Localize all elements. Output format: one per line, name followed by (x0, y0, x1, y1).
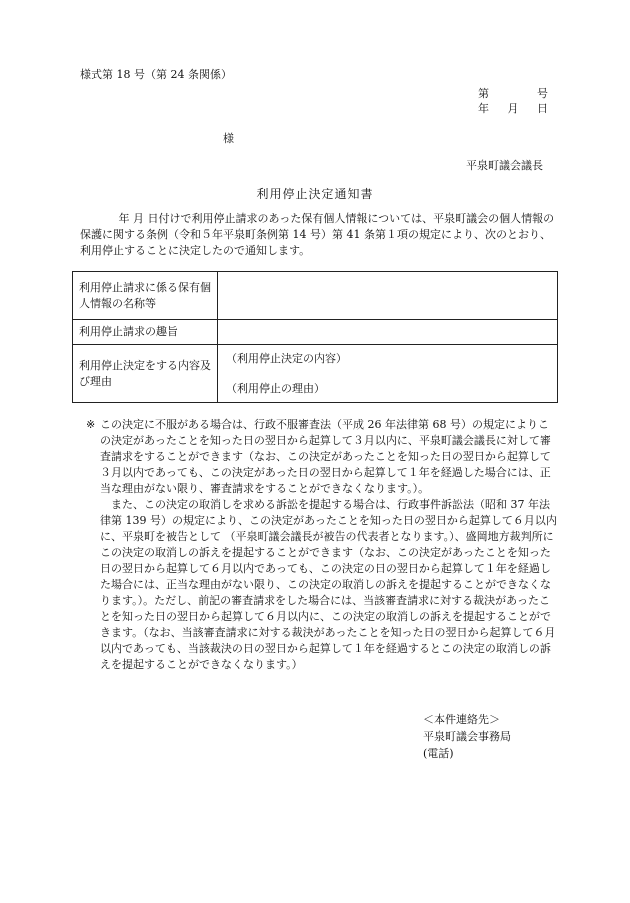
decision-reason-label: （利用停止の理由） (226, 381, 325, 395)
contact-heading: ＜本件連絡先＞ (423, 713, 500, 726)
sender: 平泉町議会議長 (466, 159, 543, 172)
contact-block (423, 711, 511, 762)
row-value-decision (218, 345, 558, 403)
row-label-info-name: 利用停止請求に係る保有個人情報の名称等 (73, 272, 218, 320)
notes-section (86, 417, 558, 673)
intro-text (80, 211, 560, 259)
table-row (73, 320, 558, 345)
date-year: 年 (478, 102, 489, 115)
note-paragraph-lawsuit: また、この決定の取消しを求める訴訟を提起する場合は、行政事件訴訟法（昭和 37 年法律第 139 号）の規定により、この決定があったことを知った日の翌日から起算して６月以内に、平泉町を被告として （平泉町議会議長が被告の代表者となります。）、盛岡地方裁判所にこの決定の取消しの訴えを提起することができます（なお、この決定があったことを知った日の翌日から起算して６月以内であっても、この決定の日の翌日から起算して１年を経過した場合には、正当な理由がない限り、この決定の取消しの訴えを提起することができなくなります。）。ただし、前記の審査請求をした場合には、当該審査請求に対する裁決があったことを知った日の翌日から起算して６月以内に、この決定の取消しの訴えを提起することができます。（なお、当該審査請求に対する裁決があったことを知った日の翌日から起算して６月以内であっても、当該裁決の日の翌日から起算して１年を経過するとこの決定の取消しの訴えを提起することができなくなります。） (100, 498, 557, 671)
document-number-line (478, 86, 548, 102)
info-table (72, 271, 558, 403)
document-title: 利用停止決定通知書 (256, 187, 374, 201)
date-month: 月 (507, 102, 519, 115)
addressee: 様 (223, 132, 234, 145)
table-row (73, 345, 558, 403)
contact-phone-label: (電話) (423, 747, 454, 760)
note-mark: ※ (86, 418, 96, 431)
note-paragraph-appeal (86, 417, 558, 497)
intro-paragraph: 年 月 日付けで利用停止請求のあった保有個人情報については、平泉町議会の個人情報の保護に関する条例（令和５年平泉町条例第 14 号）第 41 条第１項の規定により、次のとおり、利用停止することに決定したので通知します。 (80, 212, 555, 257)
date-line (478, 101, 548, 117)
row-value-request-purpose (218, 320, 558, 345)
form-id: 様式第 18 号（第 24 条関係） (80, 68, 232, 81)
table-row (73, 272, 558, 320)
row-label-decision: 利用停止決定をする内容及び理由 (73, 345, 218, 403)
note-text-appeal: この決定に不服がある場合は、行政不服審査法（平成 26 年法律第 68 号）の規定によりこの決定があったことを知った日の翌日から起算して３月以内に、平泉町議会議長に対して審査請求をすることができます（なお、この決定があったことを知った日の翌日から起算して３月以内であっても、この決定があった日の翌日から起算して１年を経過した場合には、正当な理由がない限り、審査請求をすることができなくなります。）。 (100, 418, 551, 495)
decision-content-label: （利用停止決定の内容） (226, 351, 347, 365)
number-suffix: 号 (537, 87, 548, 100)
contact-office: 平泉町議会事務局 (423, 730, 511, 743)
row-value-info-name (218, 272, 558, 320)
date-day: 日 (537, 102, 548, 115)
row-label-request-purpose: 利用停止請求の趣旨 (73, 320, 218, 345)
number-prefix: 第 (478, 87, 489, 100)
